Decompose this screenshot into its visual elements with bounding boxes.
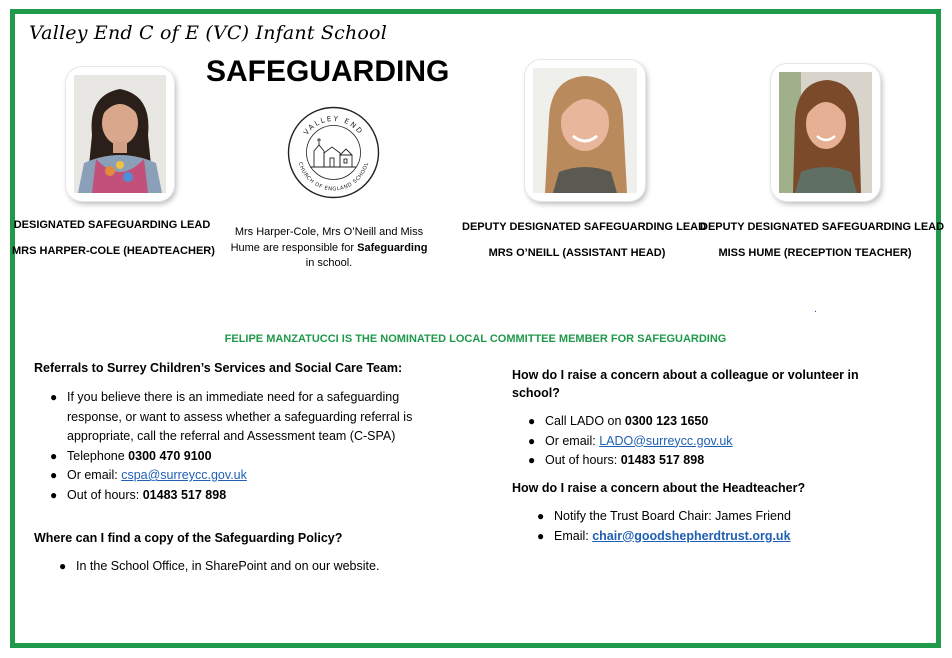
bullet-icon: ●: [50, 390, 58, 404]
lado-email-link[interactable]: LADO@surreycc.gov.uk: [599, 433, 733, 448]
policy-heading: Where can I find a copy of the Safeguarding Policy?: [34, 531, 343, 545]
email-label: Or email:: [67, 468, 122, 482]
staff-role: DEPUTY DESIGNATED SAFEGUARDING LEAD: [462, 221, 707, 233]
list-item: [528, 412, 875, 432]
hours-number: 01483 517 898: [142, 487, 227, 502]
cspa-email-link[interactable]: cspa@surreycc.gov.uk: [121, 468, 247, 482]
hours-label: Out of hours:: [67, 487, 143, 502]
hours-number: 01483 517 898: [620, 453, 705, 467]
bullet-icon: ●: [50, 468, 58, 482]
nominated-member: FELIPE MANZATUCCI IS THE NOMINATED LOCAL COMMITTEE MEMBER FOR SAFEGUARDING: [224, 333, 727, 345]
bullet-icon: ●: [528, 414, 536, 428]
staff-photo-icon: [779, 72, 872, 193]
list-item: [528, 451, 875, 471]
logo-top-text: VALLEY END: [302, 114, 365, 137]
email-label: Or email:: [545, 433, 600, 448]
list-item: [50, 486, 417, 506]
school-logo: [286, 105, 381, 200]
list-item: [59, 557, 436, 577]
staff-name: MISS HUME (RECEPTION TEACHER): [718, 247, 912, 259]
photo-harper-cole: [66, 67, 174, 201]
colleague-heading: How do I raise a concern about a colleague or volunteer in school?: [512, 368, 859, 400]
lado-number: 0300 123 1650: [624, 414, 709, 428]
staff-role: DEPUTY DESIGNATED SAFEGUARDING LEAD: [700, 221, 945, 233]
photo-hume: [771, 64, 880, 201]
notify-chair: Notify the Trust Board Chair: James Friend: [554, 509, 791, 523]
referrals-list: [50, 388, 417, 505]
list-item: [537, 527, 894, 547]
bullet-icon: ●: [50, 487, 58, 502]
statement-suffix: in school.: [305, 257, 353, 269]
chair-email-link[interactable]: chair@goodshepherdtrust.org.uk: [592, 528, 791, 543]
staff-role: DESIGNATED SAFEGUARDING LEAD: [13, 219, 211, 231]
bullet-icon: ●: [528, 433, 536, 448]
policy-list: [59, 557, 436, 577]
statement-bold: Safeguarding: [357, 241, 428, 254]
bullet-icon: ●: [537, 528, 545, 543]
bullet-icon: ●: [528, 453, 536, 467]
referrals-heading: Referrals to Surrey Children’s Services and Social Care Team:: [34, 361, 403, 375]
page-title: SAFEGUARDING: [206, 55, 450, 88]
stray-dot: .: [814, 303, 818, 315]
school-name: Valley End C of E (VC) Infant School: [29, 22, 387, 44]
email-label: Email:: [554, 528, 593, 543]
hours-label: Out of hours:: [545, 453, 621, 467]
headteacher-list: [537, 507, 894, 546]
staff-photo-icon: [74, 75, 166, 193]
staff-photo-icon: [533, 68, 637, 193]
statement-text: Mrs Harper-Cole, Mrs O’Neill and Miss Hume are responsible for: [230, 226, 424, 254]
photo-oneill: [525, 60, 645, 201]
list-item: [50, 388, 417, 447]
staff-name: MRS O’NEILL (ASSISTANT HEAD): [488, 247, 666, 259]
telephone-label: Telephone: [67, 448, 129, 463]
list-item: [50, 447, 417, 467]
call-label: Call LADO on: [545, 414, 625, 428]
staff-name: MRS HARPER-COLE (HEADTEACHER): [12, 245, 215, 257]
headteacher-heading: How do I raise a concern about the Headteacher?: [512, 481, 806, 495]
bullet-icon: ●: [50, 448, 58, 463]
logo-bottom-text: CHURCH OF ENGLAND SCHOOL: [296, 161, 371, 193]
bullet-icon: ●: [537, 509, 545, 523]
list-item: [50, 466, 417, 486]
telephone-number: 0300 470 9100: [128, 448, 212, 463]
list-item: [528, 432, 875, 452]
bullet-icon: ●: [59, 559, 67, 573]
policy-location: In the School Office, in SharePoint and on our website.: [76, 559, 380, 573]
responsibility-statement: [228, 225, 430, 272]
referrals-intro: If you believe there is an immediate need for a safeguarding response, or want to assess whether a safeguarding referral is appropriate, call the referral and Assessment team (C-SPA): [67, 390, 413, 443]
list-item: [537, 507, 894, 527]
lado-list: [528, 412, 875, 471]
